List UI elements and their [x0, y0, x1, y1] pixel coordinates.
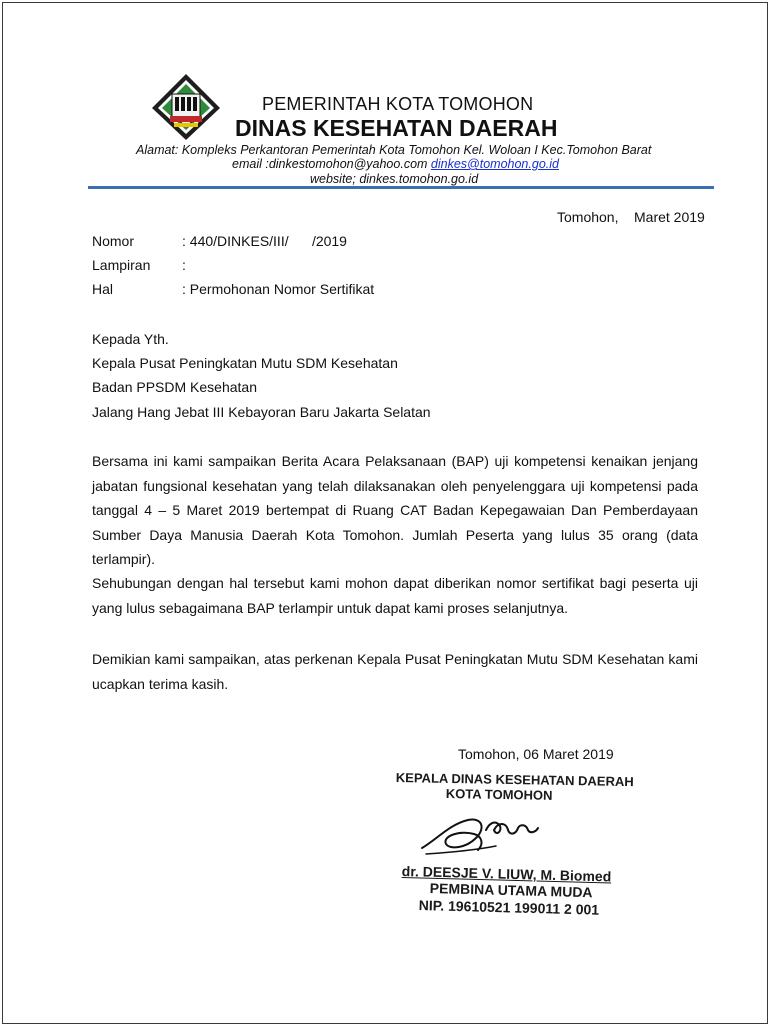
meta-label-nomor: Nomor	[92, 233, 135, 249]
body-paragraph: Bersama ini kami sampaikan Berita Acara Pelaksanaan (BAP) uji kompetensi kenaikan jenjang jabatan fungsional kesehatan yang telah dilaksanakan oleh penyelenggara uji kompetensi pada tanggal 4 – 5 Maret 2019 bertempat di Ruang CAT Badan Kepegawaian Dan Pemberdayaan Sumber Daya Manusia Daerah Kota Tomohon. Jumlah Peserta yang lulus 35 orang (data terlampir).	[92, 453, 698, 567]
recipient-line: Badan PPSDM Kesehatan	[92, 379, 257, 395]
meta-value-lampiran: :	[182, 257, 186, 273]
recipient-line: Jalang Hang Jebat III Kebayoran Baru Jakarta Selatan	[92, 404, 431, 420]
meta-label-lampiran: Lampiran	[92, 257, 151, 273]
letterhead-rule	[88, 186, 714, 189]
letterhead-email-line	[232, 157, 559, 171]
body-paragraph: Demikian kami sampaikan, atas perkenan Kepala Pusat Peningkatan Mutu SDM Kesehatan kami ucapkan terima kasih.	[92, 651, 698, 692]
letterhead-government: PEMERINTAH KOTA TOMOHON	[262, 94, 534, 114]
meta-value-hal: : Permohonan Nomor Sertifikat	[182, 281, 375, 297]
signature-place-date: Tomohon, 06 Maret 2019	[458, 746, 614, 762]
tomohon-city-seal-icon	[150, 72, 222, 142]
date-month-year: Maret 2019	[634, 209, 705, 225]
recipient-line: Kepada Yth.	[92, 331, 169, 347]
signatory-name: dr. DEESJE V. LIUW, M. Biomed	[401, 863, 612, 885]
signature-title-city: KOTA TOMOHON	[445, 786, 553, 803]
meta-value-nomor: : 440/DINKES/III/ /2019	[182, 233, 347, 249]
letterhead-address: Alamat: Kompleks Perkantoran Pemerintah Kota Tomohon Kel. Woloan I Kec.Tomohon Barat	[136, 143, 652, 157]
body-paragraph: Sehubungan dengan hal tersebut kami mohon dapat diberikan nomor sertifikat bagi peserta uji yang lulus sebagaimana BAP terlampir untuk dapat kami proses selanjutnya.	[92, 575, 698, 616]
meta-label-hal: Hal	[92, 281, 114, 297]
signatory-nip: NIP. 19610521 199011 2 001	[418, 897, 600, 918]
letterhead-office: DINAS KESEHATAN DAERAH	[235, 115, 558, 141]
letterhead-website: website; dinkes.tomohon.go.id	[310, 172, 479, 186]
email-link[interactable]: dinkes@tomohon.go.id	[430, 157, 559, 171]
signatory-rank: PEMBINA UTAMA MUDA	[429, 880, 593, 901]
letterhead-email: email :dinkestomohon@yahoo.com	[232, 157, 428, 171]
recipient-line: Kepala Pusat Peningkatan Mutu SDM Kesehatan	[92, 355, 398, 371]
signature-title: KEPALA DINAS KESEHATAN DAERAH	[395, 770, 634, 790]
date-city: Tomohon,	[557, 209, 619, 225]
handwritten-signature	[416, 800, 546, 862]
